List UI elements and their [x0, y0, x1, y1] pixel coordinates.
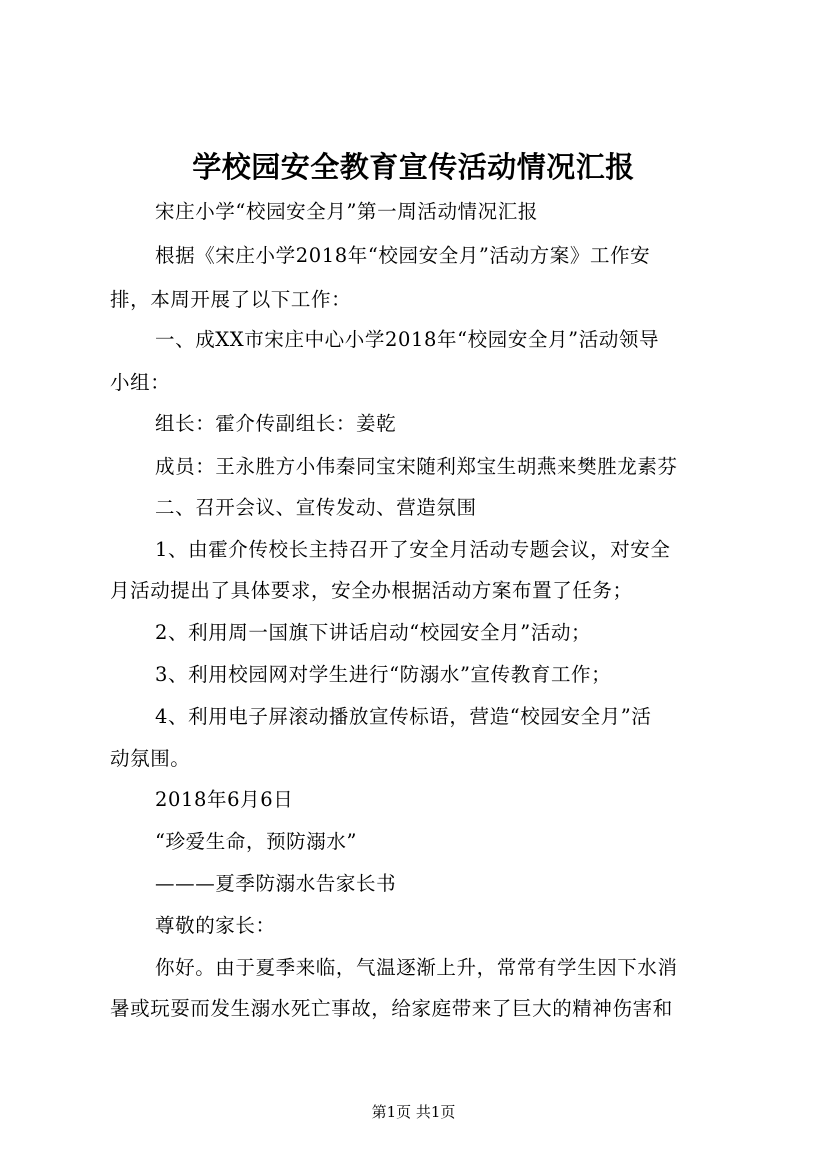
paragraph-line-13: 4、利用电子屏滚动播放宣传标语，营造“校园安全月”活 — [155, 705, 652, 728]
document-title: 学校园安全教育宣传活动情况汇报 — [192, 150, 635, 184]
paragraph-line-11: 2、利用周一国旗下讲话启动“校园安全月”活动； — [155, 621, 592, 644]
paragraph-line-15: 2018年6月6日 — [155, 788, 294, 811]
paragraph-line-8: 二、召开会议、宣传发动、营造氛围 — [155, 496, 477, 519]
paragraph-line-10: 月活动提出了具体要求，安全办根据活动方案布置了任务； — [110, 579, 633, 602]
paragraph-line-3: 排，本周开展了以下工作： — [110, 288, 352, 311]
paragraph-line-4: 一、成XX市宋庄中心小学2018年“校园安全月”活动领导 — [155, 328, 660, 351]
paragraph-line-2: 根据《宋庄小学2018年“校园安全月”活动方案》工作安 — [155, 244, 651, 267]
paragraph-line-18: 尊敬的家长： — [155, 914, 276, 937]
paragraph-line-1: 宋庄小学“校园安全月”第一周活动情况汇报 — [155, 200, 538, 223]
paragraph-line-16: “珍爱生命，预防溺水” — [155, 830, 358, 853]
paragraph-line-17: ———夏季防溺水告家长书 — [155, 872, 397, 895]
page-footer: 第1页 共1页 — [371, 1103, 456, 1121]
paragraph-line-19: 你好。由于夏季来临，气温逐渐上升，常常有学生因下水消 — [155, 956, 678, 979]
paragraph-line-5: 小组： — [110, 371, 171, 394]
paragraph-line-9: 1、由霍介传校长主持召开了安全月活动专题会议，对安全 — [155, 538, 671, 561]
paragraph-line-7: 成员：王永胜方小伟秦同宝宋随利郑宝生胡燕来樊胜龙素芬 — [155, 455, 678, 478]
paragraph-line-6: 组长：霍介传副组长：姜乾 — [155, 412, 397, 435]
paragraph-line-14: 动氛围。 — [110, 747, 191, 770]
paragraph-line-20: 暑或玩耍而发生溺水死亡事故，给家庭带来了巨大的精神伤害和 — [110, 997, 673, 1020]
paragraph-line-12: 3、利用校园网对学生进行“防溺水”宣传教育工作； — [155, 663, 612, 686]
